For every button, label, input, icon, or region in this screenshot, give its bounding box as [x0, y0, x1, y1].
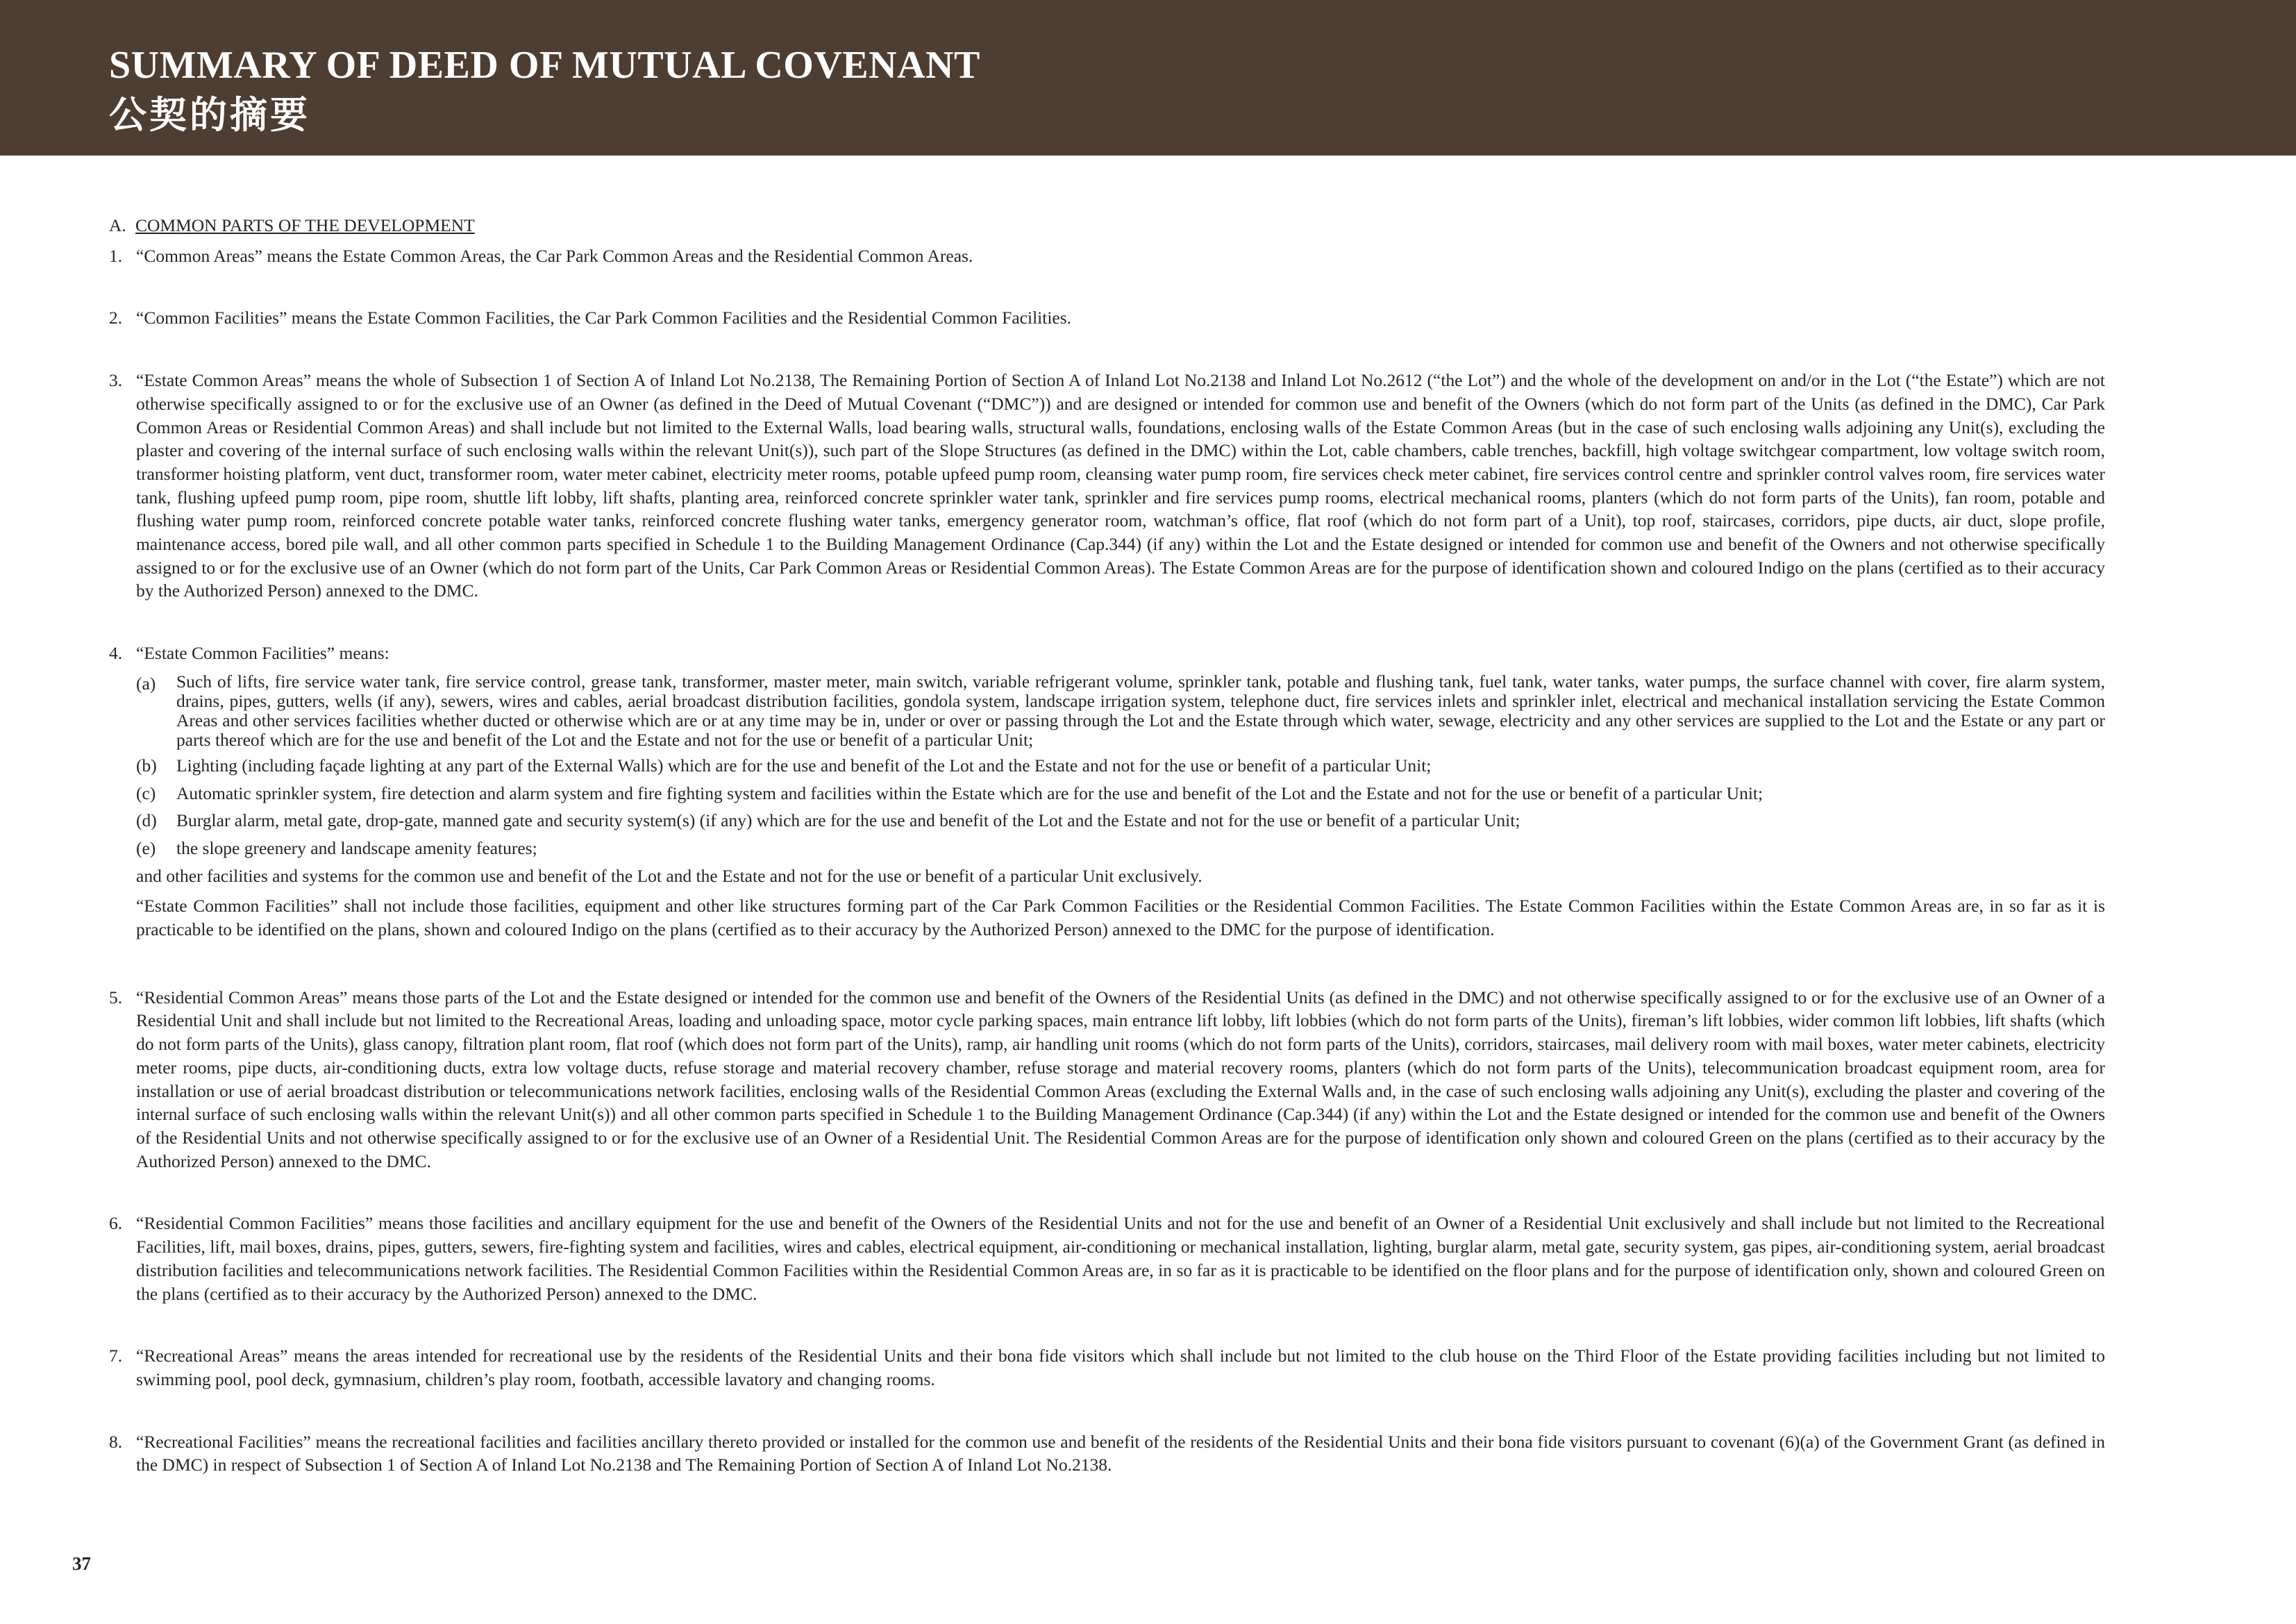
section-title: COMMON PARTS OF THE DEVELOPMENT — [135, 215, 475, 235]
subclause-letter: (d) — [136, 810, 157, 831]
clause-3 — [109, 369, 2105, 603]
clause-number: 7. — [109, 1346, 123, 1366]
subclause-b — [136, 754, 2105, 778]
clause-text: “Estate Common Areas” means the whole of Subsection 1 of Section A of Inland Lot No.2138, The Remaining Portion of Section A of Inland Lot No.2138 and Inland Lot No.2612 (“the Lot”) and the whole of the development on and/or in the Lot (“the Estate”) which are not otherwise specifically assigned to or for the exclusive use of an Owner (as defined in the Deed of Mutual Covenant (“DMC”)) and are designed or intended for common use and benefit of the Owners (which do not form part of the Units (as defined in the DMC), Car Park Common Areas or Residential Common Areas) and shall include but not limited to the External Walls, load bearing walls, structural walls, foundations, enclosing walls of the Estate Common Areas (but in the case of such enclosing walls adjoining any Unit(s), excluding the plaster and covering of the internal surface of such enclosing walls within the relevant Unit(s)), such part of the Slope Structures (as defined in the DMC) within the Lot, cable chambers, cable trenches, backfill, high voltage switchgear compartment, low voltage switch room, transformer hoisting platform, vent duct, transformer room, water meter cabinet, electricity meter rooms, potable upfeed pump room, cleansing water pump room, fire services check meter cabinet, fire services control centre and sprinkler control valves room, fire services water tank, flushing upfeed pump room, pipe room, shuttle lift lobby, lift shafts, planting area, reinforced concrete sprinkler water tank, sprinkler and fire services pump rooms, electrical mechanical rooms, planters (which do not form parts of the Units), fan room, potable and flushing water pump room, reinforced concrete potable water tanks, reinforced concrete flushing water tanks, emergency generator room, watchman’s office, flat roof (which do not form part of a Unit), top roof, staircases, corridors, pipe ducts, air duct, slope profile, maintenance access, bored pile wall, and all other common parts specified in Schedule 1 to the Building Management Ordinance (Cap.344) (if any) within the Lot and the Estate designed or intended for common use and benefit of the Owners and not otherwise specifically assigned to or for the exclusive use of an Owner (which do not form part of the Units, Car Park Common Areas or Residential Common Areas). The Estate Common Areas are for the purpose of identification shown and coloured Indigo on the plans (certified as to their accuracy by the Authorized Person) annexed to the DMC. — [136, 370, 2105, 601]
section-letter: A. — [109, 215, 126, 235]
subclause-text: the slope greenery and landscape amenity features; — [176, 837, 537, 858]
subclause-e — [136, 837, 2105, 860]
subclause-text: Burglar alarm, metal gate, drop-gate, manned gate and security system(s) (if any) which are for the use and benefit of the Lot and the Estate and not for the use or benefit of a particular Unit; — [176, 810, 1520, 831]
clause-8 — [109, 1430, 2105, 1477]
clause-6 — [109, 1212, 2105, 1305]
clause-text: “Estate Common Facilities” means: — [136, 643, 389, 664]
clause-closing-text: and other facilities and systems for the common use and benefit of the Lot and the Estate and not for the use or benefit of a particular Unit exclusively. — [136, 865, 1203, 886]
clause-number: 1. — [109, 245, 123, 266]
clause-number: 2. — [109, 308, 123, 328]
clause-number: 4. — [109, 643, 123, 664]
clause-text: “Recreational Facilities” means the recreational facilities and facilities ancillary thereto provided or installed for the common use and benefit of the residents of the Residential Units and their bona fide visitors pursuant to covenant (6)(a) of the Government Grant (as defined in the DMC) in respect of Subsection 1 of Section A of Inland Lot No.2138 and The Remaining Portion of Section A of Inland Lot No.2138. — [136, 1431, 2105, 1475]
clause-text: “Residential Common Facilities” means those facilities and ancillary equipment for the use and benefit of the Owners of the Residential Units and not for the use and benefit of an Owner of a Residential Unit exclusively and shall include but not limited to the Recreational Facilities, lift, mail boxes, drains, pipes, gutters, sewers, fire-fighting system and facilities, wires and cables, electrical equipment, air-conditioning or mechanical installation, lighting, burglar alarm, metal gate, security system, gas pipes, air-conditioning system, aerial broadcast distribution facilities and telecommunications network facilities. The Residential Common Facilities within the Residential Common Areas are, in so far as it is practicable to be identified on the floor plans and for the purpose of identification only, shown and coloured Green on the plans (certified as to their accuracy by the Authorized Person) annexed to the DMC. — [136, 1213, 2105, 1304]
subclause-text: Automatic sprinkler system, fire detection and alarm system and fire fighting system and facilities within the Estate which are for the use and benefit of the Lot and the Estate and not for the use or benefit of a particular Unit; — [176, 782, 1763, 803]
header-banner — [0, 0, 2296, 156]
clause-number: 5. — [109, 987, 123, 1007]
subclause-text: Such of lifts, fire service water tank, fire service control, grease tank, transformer, master meter, main switch, variable refrigerant volume, sprinkler tank, potable and flushing tank, fuel tank, water tanks, water pumps, the surface channel with cover, fire alarm system, drains, pipes, gutters, wells (if any), sewers, wires and cables, aerial broadcast distribution facilities, gondola system, landscape irrigation system, telephone duct, fire services inlets and sprinkler inlet, electrical and mechanical installation servicing the Estate Common Areas and other services facilities whether ducted or otherwise which are or at any time may be in, under or over or passing through the Lot and the Estate through which water, sewage, electricity and any other services are supplied to the Lot and the Estate or any part or parts thereof which are for the use and benefit of the Lot and the Estate and not for the use or benefit of a particular Unit; — [176, 671, 2105, 750]
clause-text: “Common Areas” means the Estate Common Areas, the Car Park Common Areas and the Residential Common Areas. — [136, 245, 973, 266]
clause-text: “Residential Common Areas” means those parts of the Lot and the Estate designed or intended for the common use and benefit of the Owners of the Residential Units (as defined in the DMC) and not otherwise specifically assigned to or for the exclusive use of an Owner of a Residential Unit and shall include but not limited to the Recreational Areas, loading and unloading space, motor cycle parking spaces, main entrance lift lobby, lift lobbies (which do not form parts of the Units), fireman’s lift lobbies, wider common lift lobbies, lift shafts (which do not form parts of the Units), glass canopy, filtration plant room, flat roof (which does not form part of the Units), ramp, air handling unit rooms (which do not form parts of the Units), corridors, staircases, mail delivery room with mail boxes, water meter cabinets, electricity meter rooms, pipe ducts, air-conditioning ducts, extra low voltage ducts, refuse storage and material recovery chamber, refuse storage and material recovery rooms, planters (which do not form parts of the Units), telecommunication broadcast equipment room, area for installation or use of aerial broadcast distribution or telecommunications network facilities, enclosing walls of the Residential Common Areas (excluding the External Walls and, in the case of such enclosing walls adjoining any Unit(s), excluding the plaster and covering of the internal surface of such enclosing walls within the relevant Unit(s)) and all other common parts specified in Schedule 1 to the Building Management Ordinance (Cap.344) (if any) within the Lot and the Estate designed or intended for the common use and benefit of the Owners of the Residential Units and not otherwise specifically assigned to or for the exclusive use of an Owner of a Residential Unit. The Residential Common Areas are for the purpose of identification only shown and coloured Green on the plans (certified as to their accuracy by the Authorized Person) annexed to the DMC. — [136, 987, 2105, 1171]
section-heading — [109, 214, 2105, 237]
subclause-a — [136, 672, 2105, 750]
subclause-letter: (e) — [136, 837, 156, 858]
clause-body — [136, 642, 2105, 948]
subclause-d — [136, 809, 2105, 832]
clause-exclusion-text: “Estate Common Facilities” shall not include those facilities, equipment and other like structures forming part of the Car Park Common Facilities or the Residential Common Facilities. The Estate Common Facilities within the Estate Common Areas are, in so far as it is practicable to be identified on the plans, shown and coloured Indigo on the plans (certified as to their accuracy by the Authorized Person) annexed to the DMC for the purpose of identification. — [136, 896, 2105, 940]
clause-4 — [109, 642, 2105, 948]
clause-5 — [109, 986, 2105, 1173]
clause-number: 3. — [109, 370, 123, 391]
document-body — [109, 214, 2105, 1477]
subclause-letter: (b) — [136, 755, 157, 776]
title-chinese: 公契的摘要 — [109, 93, 310, 137]
page-number: 37 — [72, 1553, 91, 1574]
clause-1 — [109, 244, 2105, 268]
clause-text: “Common Facilities” means the Estate Common Facilities, the Car Park Common Facilities and the Residential Common Facilities. — [136, 308, 1072, 328]
clause-number: 6. — [109, 1213, 123, 1234]
clause-text: “Recreational Areas” means the areas intended for recreational use by the residents of the Residential Units and their bona fide visitors which shall include but not limited to the club house on the Third Floor of the Estate providing facilities including but not limited to swimming pool, pool deck, gymnasium, children’s play room, footbath, accessible lavatory and changing rooms. — [136, 1346, 2105, 1389]
subclause-c — [136, 782, 2105, 805]
subclause-letter: (c) — [136, 782, 156, 803]
subclause-text: Lighting (including façade lighting at any part of the External Walls) which are for the use and benefit of the Lot and the Estate and not for the use or benefit of a particular Unit; — [176, 755, 1432, 776]
title-english: SUMMARY OF DEED OF MUTUAL COVENANT — [109, 44, 980, 87]
clause-7 — [109, 1344, 2105, 1391]
subclause-letter: (a) — [136, 673, 156, 694]
clause-number: 8. — [109, 1431, 123, 1452]
clause-2 — [109, 306, 2105, 330]
